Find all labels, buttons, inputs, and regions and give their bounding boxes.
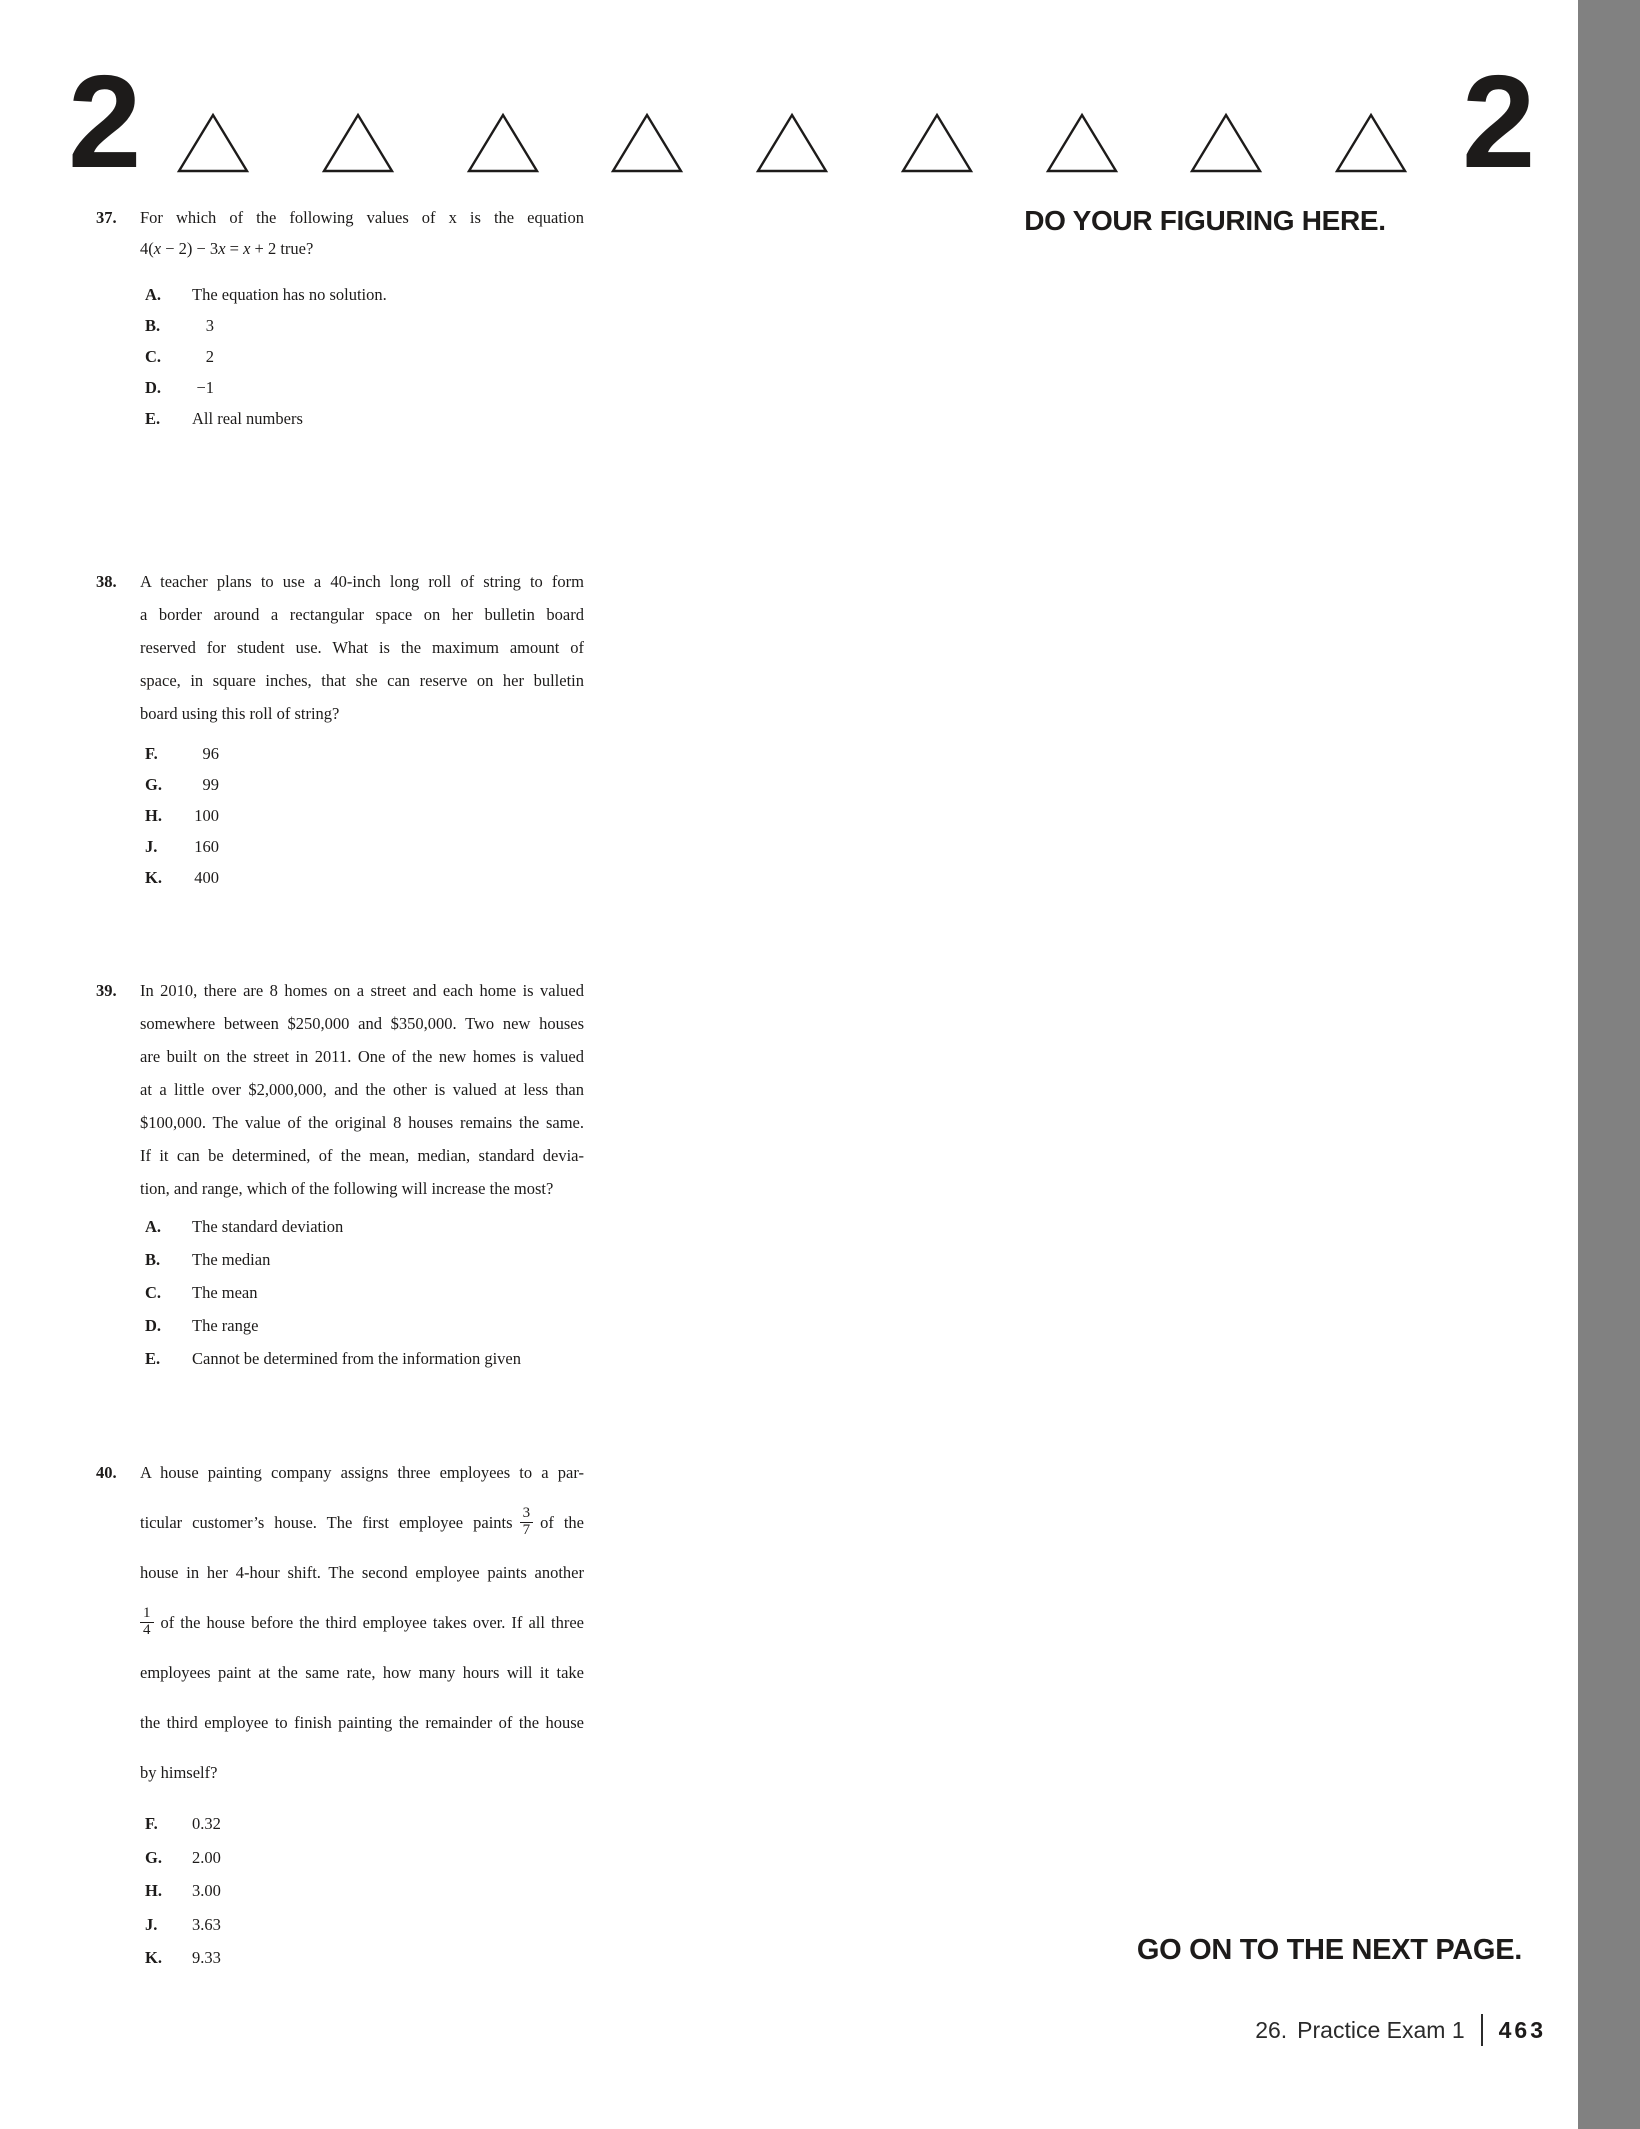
- choice-text: 96: [202, 744, 219, 763]
- fraction: [140, 1606, 154, 1639]
- question-40: [70, 1448, 584, 1975]
- choice-text: 0.32: [192, 1814, 221, 1833]
- body-text: of the house before the third employee takes over. If all three: [160, 1613, 584, 1632]
- triangle-icon: [1045, 112, 1119, 174]
- choice-row: [140, 1807, 584, 1841]
- body-line: [140, 1598, 584, 1648]
- fraction: [520, 1506, 534, 1539]
- choice-letter: G.: [145, 775, 162, 794]
- choice-row: [140, 1874, 584, 1908]
- choice-row: [140, 372, 584, 403]
- body-line: employees paint at the same rate, how many hours will it take: [140, 1663, 584, 1682]
- choice-list: [140, 279, 584, 434]
- choice-letter: J.: [145, 1914, 158, 1934]
- triangle-icon: [610, 112, 684, 174]
- body-line: $100,000. The value of the original 8 houses remains the same.: [140, 1113, 584, 1132]
- footer-section-title: Practice Exam 1: [1297, 2016, 1465, 2043]
- choice-letter: A.: [145, 285, 162, 304]
- choice-letter: A.: [145, 1217, 162, 1236]
- choice-row: [140, 1941, 584, 1975]
- body-line: A house painting company assigns three employees to a par-: [140, 1463, 584, 1482]
- choice-letter: C.: [145, 1283, 162, 1302]
- choice-text: The standard deviation: [192, 1217, 344, 1236]
- section-number-right: 2: [1462, 48, 1532, 195]
- choice-letter: B.: [145, 316, 161, 335]
- choice-row: [140, 862, 584, 893]
- choice-letter: H.: [145, 1881, 162, 1900]
- section-number-left: 2: [68, 48, 138, 195]
- choice-letter: G.: [145, 1847, 162, 1867]
- go-on-heading: GO ON TO THE NEXT PAGE.: [1136, 1934, 1522, 1966]
- choice-row: [140, 310, 584, 341]
- equation-line: [140, 233, 584, 264]
- equation-part: =: [225, 239, 244, 258]
- footer-page-number: 463: [1498, 2016, 1546, 2043]
- triangle-icon: [176, 112, 250, 174]
- footer-chapter-number: 26.: [1255, 2016, 1288, 2043]
- choice-letter: E.: [145, 409, 161, 428]
- choice-row: [140, 1908, 584, 1942]
- fraction-numerator: 3: [520, 1506, 534, 1523]
- question-number: 40.: [96, 1463, 117, 1482]
- choice-text: 3.63: [192, 1914, 221, 1934]
- page-footer: [900, 2014, 1546, 2046]
- question-body: [140, 202, 584, 434]
- triangle-icon: [755, 112, 829, 174]
- equation-part: 4(: [140, 239, 154, 258]
- question-number: 38.: [96, 572, 117, 591]
- body-line: In 2010, there are 8 homes on a street and each home is valued: [140, 981, 584, 1000]
- choice-row: [140, 1841, 584, 1875]
- fraction-denominator: 4: [143, 1621, 151, 1638]
- body-line: a border around a rectangular space on her bulletin board: [140, 605, 584, 624]
- choice-text: 3.00: [192, 1881, 221, 1900]
- fraction-numerator: 1: [140, 1606, 154, 1623]
- body-text: ticular customer’s house. The first employee paints: [140, 1513, 513, 1532]
- body-line: are built on the street in 2011. One of the new homes is valued: [140, 1047, 584, 1066]
- choice-row: [140, 769, 584, 800]
- equation-part: + 2 true?: [250, 239, 314, 258]
- body-line: house in her 4-hour shift. The second employee paints another: [140, 1563, 584, 1582]
- choice-letter: D.: [145, 1316, 162, 1335]
- body-line: A teacher plans to use a 40-inch long roll of string to form: [140, 572, 584, 591]
- choice-list: [140, 1807, 584, 1975]
- choice-text: 3: [205, 316, 214, 335]
- choice-letter: F.: [145, 1814, 158, 1833]
- choice-text: Cannot be determined from the information given: [192, 1349, 521, 1368]
- question-body: [140, 565, 584, 893]
- body-line: space, in square inches, that she can reserve on her bulletin: [140, 671, 584, 690]
- choice-letter: K.: [145, 868, 162, 887]
- equation-variable: x: [218, 239, 226, 258]
- choice-row: [140, 1210, 584, 1243]
- choice-text: The mean: [192, 1283, 258, 1302]
- body-text: of the: [540, 1513, 584, 1532]
- choice-text: The median: [192, 1250, 271, 1269]
- choice-row: [140, 1309, 584, 1342]
- body-line: the third employee to finish painting the remainder of the house: [140, 1713, 584, 1732]
- question-39: [70, 974, 584, 1375]
- body-line: [140, 1498, 584, 1548]
- choice-letter: D.: [145, 378, 162, 397]
- choice-text: The range: [192, 1316, 259, 1335]
- choice-letter: B.: [145, 1250, 161, 1269]
- triangle-icon: [1189, 112, 1263, 174]
- choice-row: [140, 341, 584, 372]
- equation-part: − 2) − 3: [161, 239, 219, 258]
- triangle-icon: [900, 112, 974, 174]
- choice-text: 2: [205, 347, 214, 366]
- choice-row: [140, 279, 584, 310]
- choice-letter: C.: [145, 347, 162, 366]
- body-line: For which of the following values of x is the equation: [140, 208, 584, 227]
- choice-row: [140, 1243, 584, 1276]
- triangle-icon: [1334, 112, 1408, 174]
- choice-row: [140, 831, 584, 862]
- body-line: by himself?: [140, 1763, 218, 1782]
- figuring-heading: DO YOUR FIGURING HERE.: [1024, 205, 1386, 236]
- choice-list: [140, 1210, 584, 1375]
- question-37: [70, 202, 584, 434]
- choice-row: [140, 800, 584, 831]
- equation-variable: x: [243, 239, 251, 258]
- page-edge-bar: [1578, 0, 1640, 2129]
- choice-text: All real numbers: [192, 409, 303, 428]
- choice-row: [140, 403, 584, 434]
- body-line: If it can be determined, of the mean, median, standard devia-: [140, 1146, 584, 1165]
- body-line: tion, and range, which of the following will increase the most?: [140, 1179, 554, 1198]
- choice-text: The equation has no solution.: [192, 285, 387, 304]
- choice-text: 400: [194, 868, 219, 887]
- footer-divider: [1481, 2014, 1483, 2046]
- question-38: [70, 565, 584, 893]
- choice-text: 99: [202, 775, 219, 794]
- question-body: [140, 1448, 584, 1975]
- choice-letter: H.: [145, 806, 162, 825]
- triangle-icon: [321, 112, 395, 174]
- choice-text: 9.33: [192, 1948, 221, 1967]
- choice-text: 100: [194, 806, 219, 825]
- choice-letter: J.: [145, 837, 158, 856]
- equation-variable: x: [153, 239, 162, 258]
- choice-list: [140, 738, 584, 893]
- choice-row: [140, 1276, 584, 1309]
- triangle-icon: [466, 112, 540, 174]
- question-number: 37.: [96, 208, 117, 227]
- choice-text: 2.00: [192, 1847, 221, 1867]
- choice-row: [140, 738, 584, 769]
- question-number: 39.: [96, 981, 117, 1000]
- choice-row: [140, 1342, 584, 1375]
- body-line: somewhere between $250,000 and $350,000. Two new houses: [140, 1014, 584, 1033]
- choice-letter: E.: [145, 1349, 161, 1368]
- choice-text: 160: [194, 837, 219, 856]
- body-line: reserved for student use. What is the maximum amount of: [140, 638, 584, 657]
- choice-text: −1: [196, 378, 214, 397]
- body-line: board using this roll of string?: [140, 704, 340, 723]
- fraction-denominator: 7: [522, 1521, 531, 1538]
- body-line: at a little over $2,000,000, and the other is valued at less than: [140, 1080, 584, 1099]
- question-body: [140, 974, 584, 1375]
- choice-letter: K.: [145, 1948, 162, 1967]
- triangle-strip: [176, 110, 1408, 174]
- choice-letter: F.: [145, 744, 158, 763]
